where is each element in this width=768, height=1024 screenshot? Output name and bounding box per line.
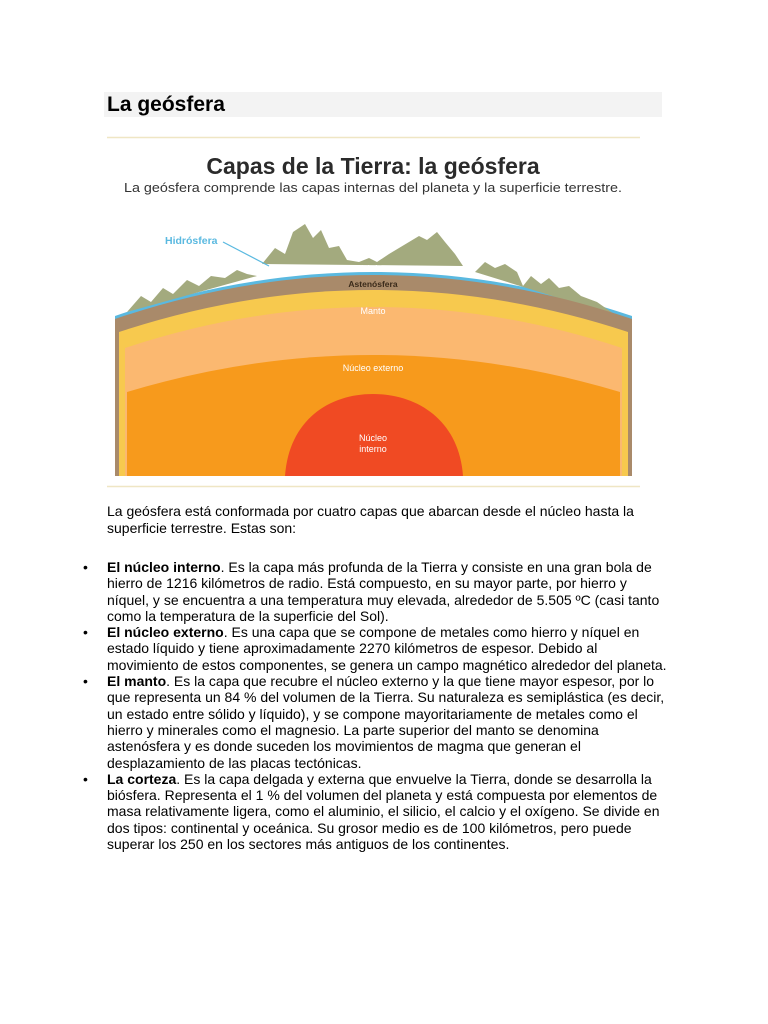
earth-layers-diagram (107, 136, 640, 488)
list-item-nucleo-externo (83, 624, 667, 673)
layer-description: . Es la capa delgada y externa que envuelve la Tierra, donde se desarrolla la biósfera. Representa el 1 % del volumen del planeta y está compuesta por elementos de masa relativamente ligera, como el aluminio, el silicio, el calcio y el oxígeno. Se divide en dos tipos: continental y oceánica. Su grosor medio es de 100 kilómetros, pero puede superar los 250 en los sectores más antiguos de los continentes. (107, 770, 660, 853)
layer-term: El núcleo externo (107, 624, 224, 641)
label-nucleo-interno-line1: Núcleo (358, 433, 388, 443)
layer-description: . Es la capa más profunda de la Tierra y consiste en una gran bola de hierro de 1216 kilómetros de radio. Está compuesto, en su mayor parte, por hierro y níquel, y se encuentra a una temperatura muy elevada, alrededor de 5.505 ºC (casi tanto como la temperatura de la superficie del Sol). (107, 559, 660, 624)
label-litosfera: Litósfera (356, 263, 390, 273)
bullet: • (83, 770, 88, 787)
layer-term: El manto (107, 673, 167, 690)
list-item-corteza (83, 770, 667, 853)
label-nucleo-externo: Núcleo externo (342, 363, 404, 373)
bullet: • (83, 673, 88, 690)
label-astenosfera: Astenósfera (348, 279, 398, 289)
mountains (262, 224, 463, 266)
layer-description: . Es la capa que recubre el núcleo externo y la que tiene mayor espesor, por lo que representa un 84 % del volumen de la Tierra. Su naturaleza es semiplástica (es decir, un estado entre sólido y líquido), y se compone mayoritariamente de metales como el hierro y minerales como el magnesio. La parte superior del manto se denomina astenósfera y es donde suceden los movimientos de magma que generan el desplazamiento de las placas tectónicas. (107, 673, 665, 771)
layer-description: . Es una capa que se compone de metales como hierro y níquel en estado líquido y tiene aproximadamente 2270 kilómetros de espesor. Debido al movimiento de estos componentes, se genera un campo magnético alrededor del planeta. (107, 624, 667, 673)
list-item-nucleo-interno (83, 559, 667, 624)
figure-title: Capas de la Tierra: la geósfera (206, 153, 540, 179)
layers-list (83, 559, 667, 853)
label-nucleo-interno-line2: interno (359, 444, 387, 454)
label-manto: Manto (360, 306, 386, 316)
hidrosfera-leader (223, 242, 269, 266)
list-item-manto (83, 673, 667, 771)
figure-subtitle: La geósfera comprende las capas internas del planeta y la superficie terrestre. (124, 181, 622, 195)
earth-layers-figure (107, 136, 640, 488)
intro-paragraph: La geósfera está conformada por cuatro capas que abarcan desde el núcleo hasta la superficie terrestre. Estas son: (107, 503, 634, 536)
page-title: La geósfera (107, 93, 225, 116)
bullet: • (83, 624, 88, 641)
layer-term: El núcleo interno (107, 559, 221, 575)
layer-term: La corteza (107, 770, 177, 787)
label-hidrosfera: Hidrósfera (165, 235, 218, 247)
bullet: • (83, 559, 88, 575)
